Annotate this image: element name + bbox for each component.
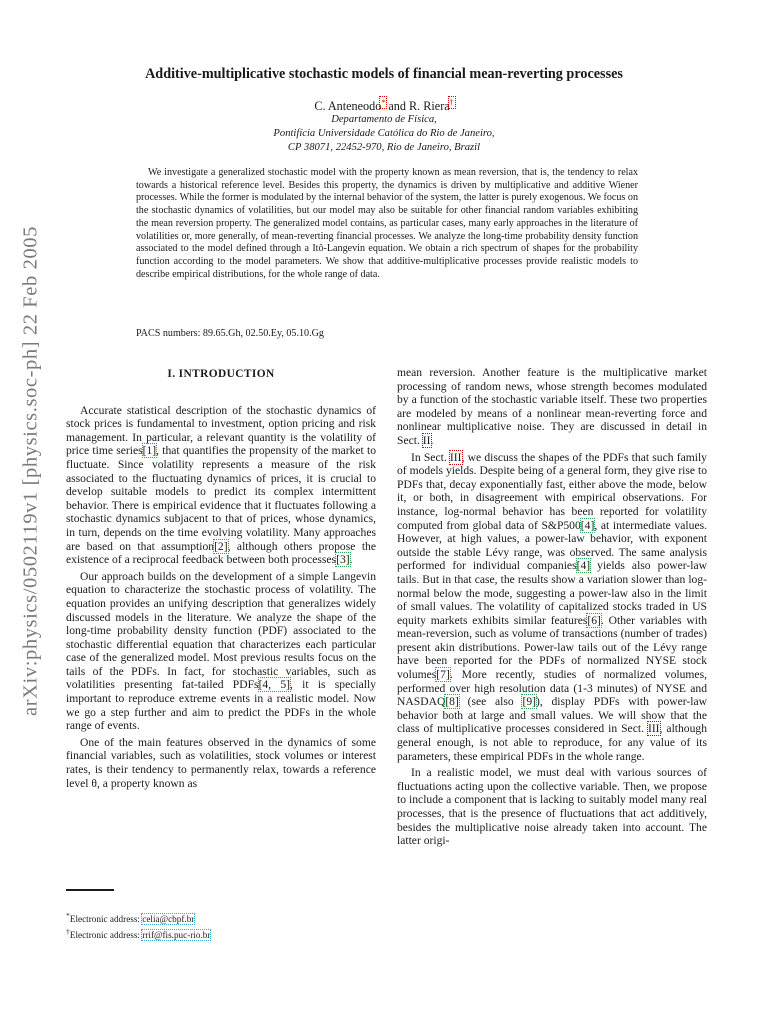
citation-link[interactable]: [2] (214, 539, 228, 553)
text-run: , at intermediate values. However, at high values, a power-law behavior, with exponent outside the stable Lévy range, was observed. The same analysis performed for individual companies (397, 518, 707, 573)
arxiv-stamp (14, 186, 48, 756)
text-run: In Sect. (411, 450, 450, 464)
section-link[interactable]: III (647, 722, 660, 736)
citation-link[interactable]: [4, 5] (258, 678, 291, 692)
footnote-2 (66, 926, 376, 942)
section-link[interactable]: III (449, 450, 462, 464)
citation-link[interactable]: [8] (445, 695, 459, 709)
footnote-label: Electronic address: (69, 914, 143, 925)
author-2: R. Riera (409, 99, 450, 114)
text-run: . Other variables with mean-reversion, such as volume of transactions (number of trades) present akin distributions. Power-law tails out of the Lévy range have been reported for the PDFs of normalized NYSE stock volumes (397, 613, 708, 682)
citation-link[interactable]: [6] (587, 613, 601, 627)
text-run: yields also power-law tails. But in that case, the results show a variation slower than log-normal below the mode, suggesting a power-law also in the limit of small values. The volatility of capitalized stocks traded in US equity markets exhibits similar features (397, 559, 707, 627)
arxiv-stamp-text: arXiv:physics/0502119v1 [physics.soc-ph] 22 Feb 2005 (19, 226, 42, 716)
text-run: . More recently, studies of normalized volumes, performed over high resolution data (1-3 minutes) of NYSE and NASDAQ (397, 668, 707, 709)
text-run: , although others propose the existence of a reciprocal feedback between both processes (66, 539, 376, 567)
section-link[interactable]: II (422, 433, 431, 447)
citation-link[interactable]: [1] (142, 444, 157, 458)
author-1: C. Anteneodo (314, 99, 382, 114)
abstract: We investigate a generalized stochastic model with the property known as mean reversion, that is, the tendency to relax towards a historical reference level. Besides this property, the dynamics is driven by multiplicative and additive Wiener processes. While the former is modulated by the internal behavior of the system, the latter is purely exogenous. We focus on the stochastic dynamics of volatilities, but our model may also be suitable for other financial random variables exhibiting the mean reversion property. The generalized model contains, as particular cases, many early approaches in the literature of volatilities or, more generally, of mean-reverting financial processes. We analyze the long-time probability density function associated to the model defined through a Itô-Langevin equation. We obtain a rich spectrum of shapes for the probability function according to the model parameters. We show that additive-multiplicative processes provide realistic models to describe empirical distributions, for the whole range of data. (136, 167, 638, 280)
footnote-mark: * (66, 911, 70, 920)
citation-link[interactable]: [4] (580, 518, 595, 532)
paper-title: Additive-multiplicative stochastic models of financial mean-reverting processes (145, 66, 623, 82)
text-run: Our approach builds on the development of a simple Langevin equation to characterize the stochastic process of volatility. The equation provides an unifying description that generalizes widely discussed models in the literature. We analyze the shape of the long-time probability density function (PDF) associated to the stochastic differential equation that characterizes each particular case of the generalized model. Most previous results focus on the tails of the PDFs. In fact, for stochastic variables, such as volatilities presenting fat-tailed PDFs (66, 569, 376, 692)
text-run: . (349, 553, 353, 567)
affiliation (60, 113, 708, 156)
author-1-footnote-link[interactable]: * (381, 98, 386, 107)
pacs-numbers: PACS numbers: 89.65.Gh, 02.50.Ey, 05.10.Gg (136, 328, 324, 339)
email-link[interactable]: celia@cbpf.br (142, 914, 195, 925)
text-run: ), display PDFs with power-law behavior both at large and small values. We will show that the class of multiplicative processes considered in Sect. (397, 695, 707, 736)
email-link[interactable]: rrif@fis.puc-rio.br (142, 929, 211, 940)
citation-link[interactable]: [3] (336, 553, 350, 567)
author-2-footnote-link[interactable]: † (449, 98, 454, 107)
text-run: , although general enough, is not able to reproduce, for any value of its parameters, these empirical PDFs in the whole range. (397, 722, 707, 763)
text-run: (see also (458, 695, 523, 709)
citation-link[interactable]: [4] (576, 559, 591, 573)
citation-link[interactable]: [7] (436, 668, 450, 682)
footnote-rule (66, 889, 114, 891)
affiliation-line-3: CP 38071, 22452-970, Rio de Janeiro, Brazil (287, 142, 481, 154)
footnote-mark: † (66, 926, 70, 936)
footnote-1 (66, 910, 376, 926)
text-run: , it is specially important to reproduce extreme events in a realistic model. Now we go a step further and aim to predict the PDFs in the whole range of events. (66, 678, 376, 733)
paragraph: In a realistic model, we must deal with various sources of fluctuations acting upon the collective variable. Then, we propose to include a component that is lacking to suitably model many real processes, that is the presence of fluctuations that act additively, besides the multiplicative noise already taken into account. The latter origi- (397, 766, 707, 848)
paragraph (397, 451, 707, 764)
affiliation-line-2: Pontifícia Universidade Católica do Rio de Janeiro, (273, 128, 495, 140)
paragraph (66, 570, 376, 733)
affiliation-line-1: Departamento de Física, (331, 114, 437, 125)
citation-link[interactable]: [9] (522, 695, 536, 709)
right-column (397, 366, 707, 848)
authors-separator: and (388, 99, 406, 114)
footnotes (66, 910, 376, 941)
text-run: . (430, 433, 434, 447)
left-column (66, 366, 376, 790)
text-run: mean reversion. Another feature is the multiplicative market processing of random news, whose strength becomes modulated by a function of the stochastic variable itself. These two properties are modeled by means of a nonlinear mean-reverting force and nonlinear multiplicative noise. They are discussed in detail in Sect. (397, 366, 707, 447)
text-run: Accurate statistical description of the stochastic dynamics of stock prices is fundamental to investment, option pricing and risk management. In particular, a relevant quantity is the volatility of price time series (66, 403, 376, 458)
paragraph: One of the main features observed in the dynamics of some financial variables, such as volatilities, stock volumes or interest rates, is their tendency to permanently relax, towards a reference level θ, a property known as (66, 735, 376, 790)
footnote-label: Electronic address: (69, 929, 143, 940)
section-heading: I. INTRODUCTION (167, 368, 275, 380)
paragraph (397, 366, 707, 448)
authors (60, 98, 708, 114)
text-run: , we discuss the shapes of the PDFs that such family of models yields. Despite being of a general form, they give rise to PDFs that, decay exponentially fast, either above the mode, below it, or both, in disagreement with empirical observations. For instance, log-normal behavior has been reported for volatility computed from global data of S&P500 (397, 450, 707, 532)
text-run: , that quantifies the propensity of the market to fluctuate. Since volatility represents a measure of the risk associated to the fluctuating dynamics of prices, it is crucial to develop suitable models to predict its complex intermittent behavior. There is empirical evidence that it fluctuates following a stochastic dynamics subjacent to that of prices, whose dynamics, in turn, depends on the time evolving volatility. Many approaches are based on that assumption (66, 444, 376, 553)
paragraph (66, 404, 376, 567)
